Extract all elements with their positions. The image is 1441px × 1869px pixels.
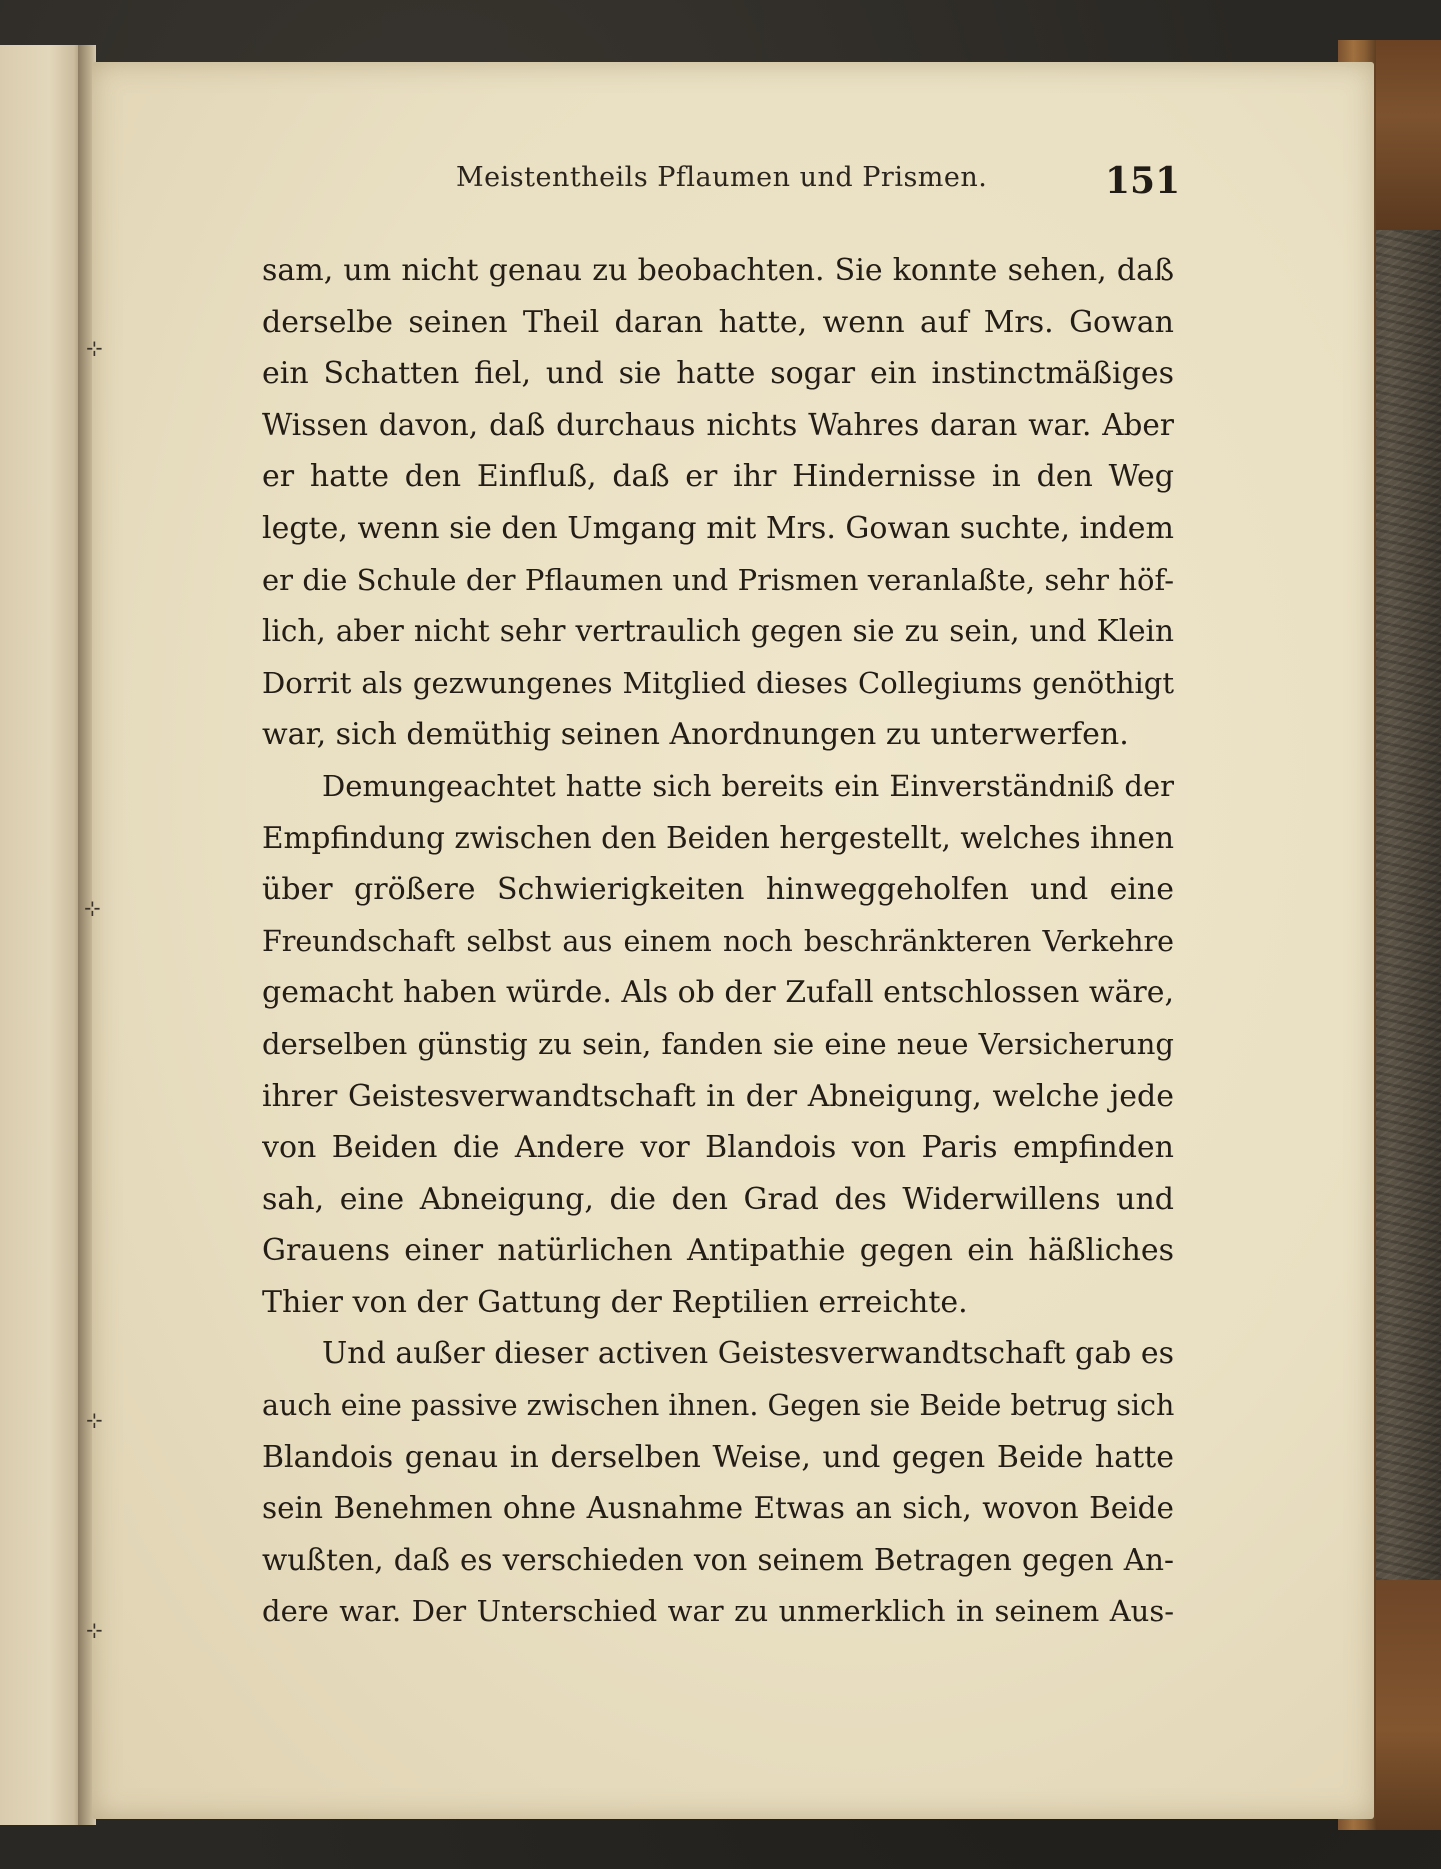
- text-line: legte, wenn sie den Umgang mit Mrs. Gowan suchte, indem: [262, 510, 1174, 546]
- text-line: Wissen davon, daß durchaus nichts Wahres daran war. Aber: [262, 407, 1174, 442]
- sewing-thread-mark: ⊹: [86, 1618, 103, 1642]
- text-line: gemacht haben würde. Als ob der Zufall entschlossen wäre,: [262, 975, 1174, 1011]
- text-line: sein Benehmen ohne Ausnahme Etwas an sich, wovon Beide: [262, 1491, 1174, 1526]
- sewing-thread-mark: ⊹: [86, 1408, 103, 1432]
- paragraph-first-line: Demungeachtet hatte sich bereits ein Einverständniß der: [322, 768, 1174, 803]
- text-line: auch eine passive zwischen ihnen. Gegen sie Beide betrug sich: [262, 1389, 1174, 1423]
- text-line: derselben günstig zu sein, fanden sie eine neue Versicherung: [262, 1026, 1174, 1061]
- text-line: Dorrit als gezwungenes Mitglied dieses Collegiums genöthigt: [262, 665, 1174, 700]
- text-line: über größere Schwierigkeiten hinweggeholfen und eine: [262, 872, 1174, 908]
- text-line: dere war. Der Unterschied war zu unmerklich in seinem Aus-: [262, 1594, 1174, 1629]
- text-line: derselbe seinen Theil daran hatte, wenn auf Mrs. Gowan: [262, 304, 1174, 340]
- text-line: wußten, daß es verschieden von seinem Betragen gegen An-: [262, 1542, 1174, 1577]
- page-number: 151: [1105, 160, 1181, 202]
- text-line: Empfindung zwischen den Beiden hergestellt, welches ihnen: [262, 820, 1174, 855]
- text-line: war, sich demüthig seinen Anordnungen zu unterwerfen.: [262, 717, 1129, 753]
- text-line: Grauens einer natürlichen Antipathie gegen ein häßliches: [262, 1233, 1174, 1269]
- text-line: sam, um nicht genau zu beobachten. Sie konnte sehen, daß: [262, 253, 1174, 288]
- text-line: Thier von der Gattung der Reptilien erreichte.: [262, 1284, 968, 1320]
- running-head: Meistentheils Pflaumen und Prismen.: [456, 162, 988, 193]
- facing-page-edge: [0, 45, 82, 1825]
- text-line: sah, eine Abneigung, die den Grad des Widerwillens und: [262, 1181, 1174, 1217]
- text-line: Freundschaft selbst aus einem noch beschränkteren Verkehre: [262, 924, 1174, 958]
- text-line: ihrer Geistesverwandtschaft in der Abneigung, welche jede: [262, 1078, 1174, 1114]
- text-line: er die Schule der Pflaumen und Prismen veranlaßte, sehr höf-: [262, 562, 1174, 597]
- text-line: er hatte den Einfluß, daß er ihr Hindernisse in den Weg: [262, 459, 1174, 495]
- sewing-thread-mark: ⊹: [86, 336, 103, 360]
- text-line: ein Schatten fiel, und sie hatte sogar ein instinctmäßiges: [262, 356, 1174, 392]
- sewing-thread-mark: ⊹: [84, 896, 101, 920]
- paragraph-first-line: Und außer dieser activen Geistesverwandtschaft gab es: [322, 1336, 1174, 1372]
- text-line: Blandois genau in derselben Weise, und gegen Beide hatte: [262, 1439, 1174, 1475]
- body-text: [262, 245, 1174, 1638]
- text-line: von Beiden die Andere vor Blandois von Paris empfinden: [262, 1130, 1174, 1166]
- text-line: lich, aber nicht sehr vertraulich gegen sie zu sein, und Klein: [262, 614, 1174, 649]
